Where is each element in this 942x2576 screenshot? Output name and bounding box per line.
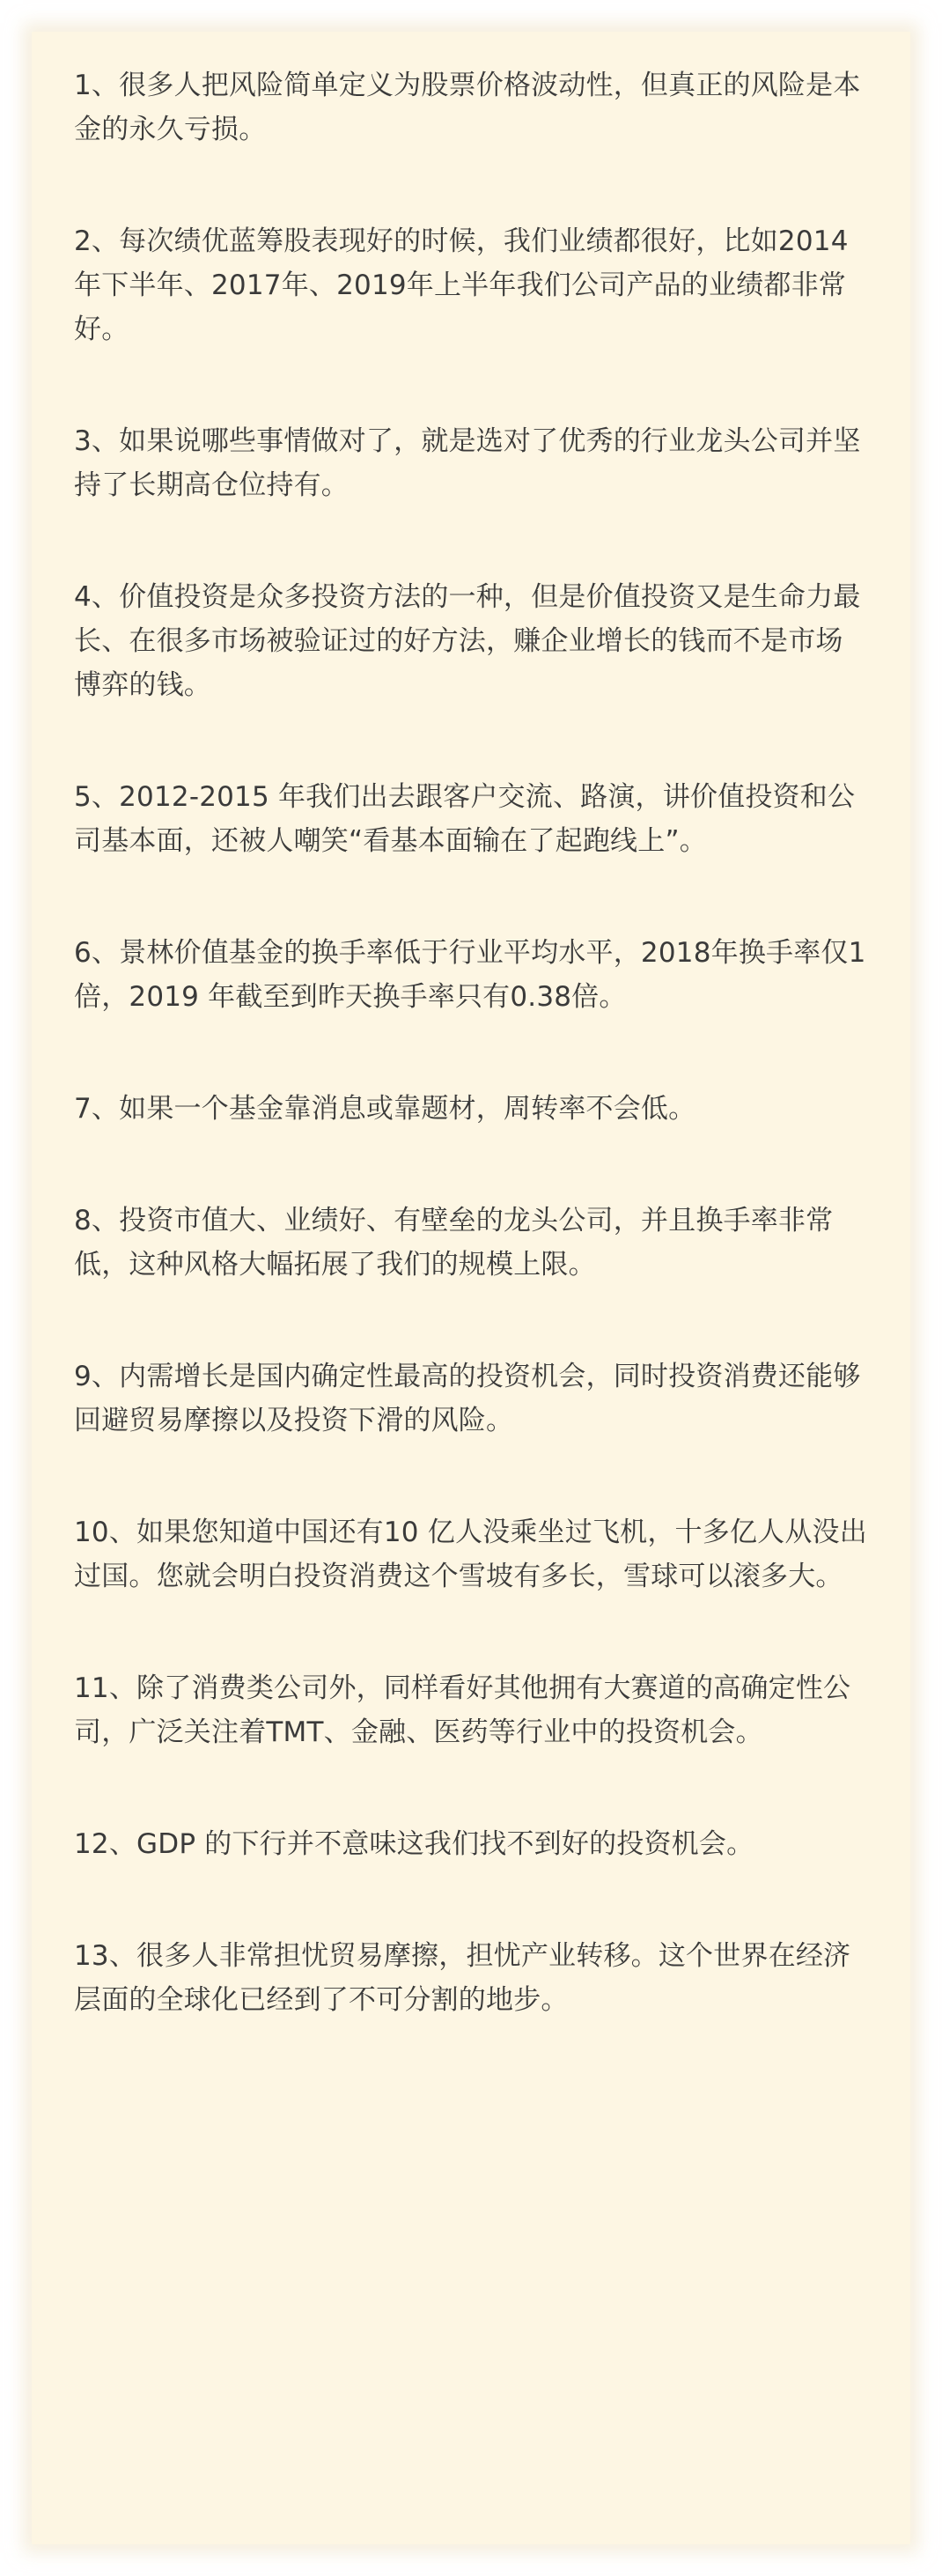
numbered-point-list [74,63,870,2022]
point-item-3: 3、如果说哪些事情做对了，就是选对了优秀的行业龙头公司并坚持了长期高仓位持有。 [74,425,861,501]
point-item-6: 6、景林价值基金的换手率低于行业平均水平，2018年换手率仅1 倍，2019 年截至到昨天换手率只有0.38倍。 [74,937,866,1013]
point-item-4: 4、价值投资是众多投资方法的一种，但是价值投资又是生命力最长、在很多市场被验证过的好方法，赚企业增长的钱而不是市场博弈的钱。 [74,581,861,701]
article-card [32,32,910,2544]
point-item-2: 2、每次绩优蓝筹股表现好的时候，我们业绩都很好，比如2014年下半年、2017年、2019年上半年我们公司产品的业绩都非常好。 [74,225,849,345]
point-item-9: 9、内需增长是国内确定性最高的投资机会，同时投资消费还能够回避贸易摩擦以及投资下滑的风险。 [74,1361,861,1436]
point-item-1: 1、很多人把风险简单定义为股票价格波动性，但真正的风险是本金的永久亏损。 [74,70,861,145]
point-item-8: 8、投资市值大、业绩好、有壁垒的龙头公司，并且换手率非常低，这种风格大幅拓展了我们的规模上限。 [74,1205,834,1281]
point-item-11: 11、除了消费类公司外，同样看好其他拥有大赛道的高确定性公司，广泛关注着TMT、金融、医药等行业中的投资机会。 [74,1672,851,1748]
point-item-7: 7、如果一个基金靠消息或靠题材，周转率不会低。 [74,1093,696,1125]
point-item-10: 10、如果您知道中国还有10 亿人没乘坐过飞机，十多亿人从没出过国。您就会明白投资消费这个雪坡有多长，雪球可以滚多大。 [74,1517,867,1592]
point-item-5: 5、2012-2015 年我们出去跟客户交流、路演，讲价值投资和公司基本面，还被人嘲笑“看基本面输在了起跑线上”。 [74,781,856,857]
point-item-12: 12、GDP 的下行并不意味这我们找不到好的投资机会。 [74,1828,754,1860]
point-item-13: 13、很多人非常担忧贸易摩擦，担忧产业转移。这个世界在经济层面的全球化已经到了不可分割的地步。 [74,1940,851,2016]
